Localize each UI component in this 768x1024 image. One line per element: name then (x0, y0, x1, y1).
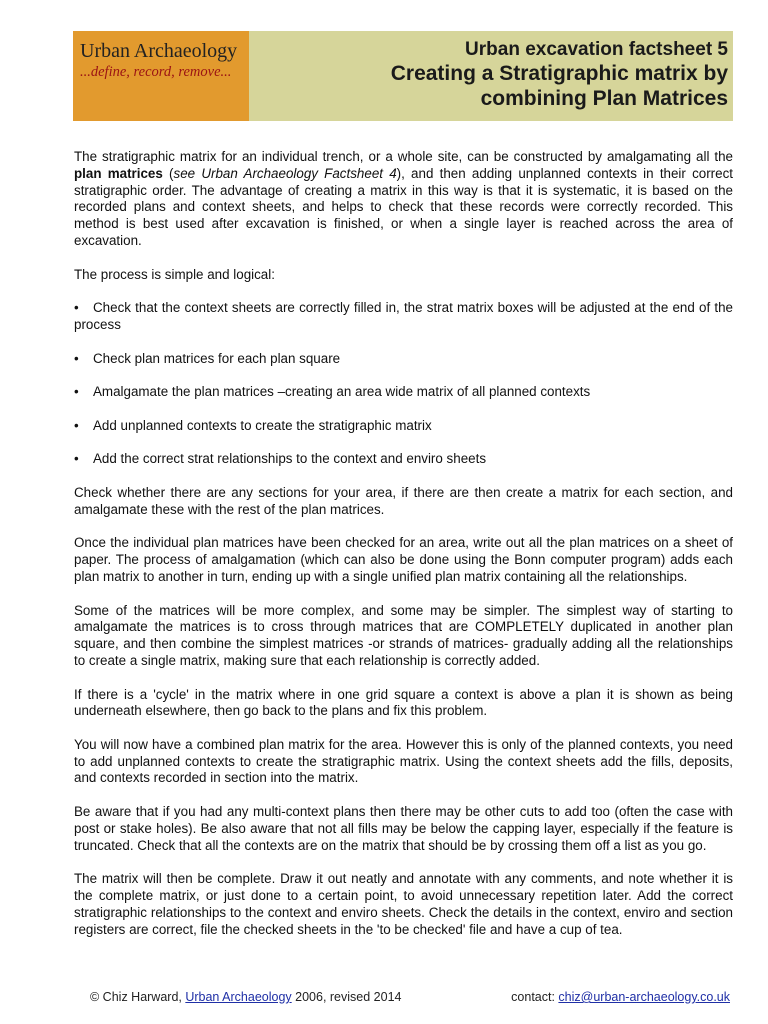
series-title: Urban excavation factsheet 5 (465, 39, 728, 60)
bullet-icon: • (74, 350, 79, 366)
bullet-icon: • (74, 300, 79, 316)
page-title-line2: combining Plan Matrices (480, 87, 728, 110)
body-paragraph: You will now have a combined plan matrix for the area. However this is only of the planned contexts, you need to add unplanned contexts to create the stratigraphic matrix. Using the context sheets add the fills, deposits, and contexts recorded in section into the matrix. (74, 736, 733, 786)
intro-text-b: ( (162, 165, 174, 181)
intro-bold: plan matrices (74, 165, 163, 181)
header-banner (73, 31, 733, 121)
copyright-suffix: 2006, revised 2014 (291, 990, 402, 1004)
list-item (74, 451, 733, 468)
body-paragraph: Once the individual plan matrices have been checked for an area, write out all the plan matrices on a sheet of paper. The process of amalgamation (which can also be done using the Bonn computer program) adds each plan matrix to another in turn, ending up with a single unified plan matrix containing all the relationships. (74, 535, 733, 584)
list-item (74, 300, 733, 334)
copyright (90, 990, 401, 1004)
process-list (74, 300, 733, 468)
page-title-line1: Creating a Stratigraphic matrix by (390, 62, 728, 85)
bullet-icon: • (74, 451, 79, 467)
intro-italic-ref: see Urban Archaeology Factsheet 4 (173, 165, 397, 181)
body-paragraph: If there is a 'cycle' in the matrix where in one grid square a context is above a plan it is shown as being underneath elsewhere, then go back to the plans and fix this problem. (74, 686, 733, 719)
title-block (249, 31, 733, 121)
contact (511, 990, 730, 1004)
intro-paragraph (74, 149, 733, 250)
bullet-icon: • (74, 417, 79, 433)
list-item (74, 384, 733, 401)
process-intro: The process is simple and logical: (74, 266, 275, 282)
contact-label: contact: (511, 990, 559, 1004)
list-item (74, 418, 733, 435)
brand-tagline: ...define, record, remove... (80, 64, 232, 80)
contact-email-link[interactable]: chiz@urban-archaeology.co.uk (558, 990, 730, 1004)
body-content (74, 149, 733, 955)
body-paragraph: Some of the matrices will be more complex, and some may be simpler. The simplest way of starting to amalgamate the matrices is to cross through matrices that are COMPLETELY duplicated in another plan square, and then combine the simplest matrices -or strands of matrices- gradually adding all the relationships to create a single matrix, making sure that each relationship is correctly added. (74, 602, 733, 668)
intro-text-a: The stratigraphic matrix for an individual trench, or a whole site, can be constructed by amalgamating all the (74, 149, 733, 164)
list-item-text: Add unplanned contexts to create the stratigraphic matrix (93, 417, 432, 433)
list-item-text: Amalgamate the plan matrices –creating an area wide matrix of all planned contexts (93, 384, 591, 400)
list-item-text: Check plan matrices for each plan square (93, 350, 341, 366)
intro-text-c: ), and then adding unplanned contexts in their correct stratigraphic order. The advantage of creating a matrix in this way is that it is systematic, it is based on the recorded plans and context sheets, and helps to check that these records were correctly recorded. This method is best used after excavation is finished, or when a single layer is reached across the area of excavation. (74, 165, 734, 248)
list-item-text: Check that the context sheets are correctly filled in, the strat matrix boxes will be adjusted at the end of the process (74, 300, 733, 332)
brand-name: Urban Archaeology (80, 40, 238, 62)
body-paragraph: Be aware that if you had any multi-context plans then there may be other cuts to add too (often the case with post or stake holes). Be also aware that not all fills may be below the capping layer, especially if the feature is truncated. Check that all the contexts are on the matrix that should be by crossing them off a list as you go. (74, 804, 733, 853)
body-paragraph: The matrix will then be complete. Draw it out neatly and annotate with any comments, and note whether it is the complete matrix, or just done to a certain point, to avoid unnecessary repetition later. Add the correct stratigraphic relationships to the context and enviro sheets. Check the details in the context, enviro and section registers are correct, file the checked sheets in the 'to be checked' file and have a cup of tea. (74, 871, 733, 937)
body-paragraph: Check whether there are any sections for your area, if there are then create a matrix for each section, and amalgamate these with the rest of the plan matrices. (74, 484, 733, 517)
list-item (74, 351, 733, 368)
copyright-link[interactable]: Urban Archaeology (185, 990, 292, 1004)
brand-block (73, 31, 249, 121)
bullet-icon: • (74, 384, 79, 400)
copyright-prefix: © Chiz Harward, (90, 990, 186, 1004)
list-item-text: Add the correct strat relationships to the context and enviro sheets (93, 451, 487, 467)
